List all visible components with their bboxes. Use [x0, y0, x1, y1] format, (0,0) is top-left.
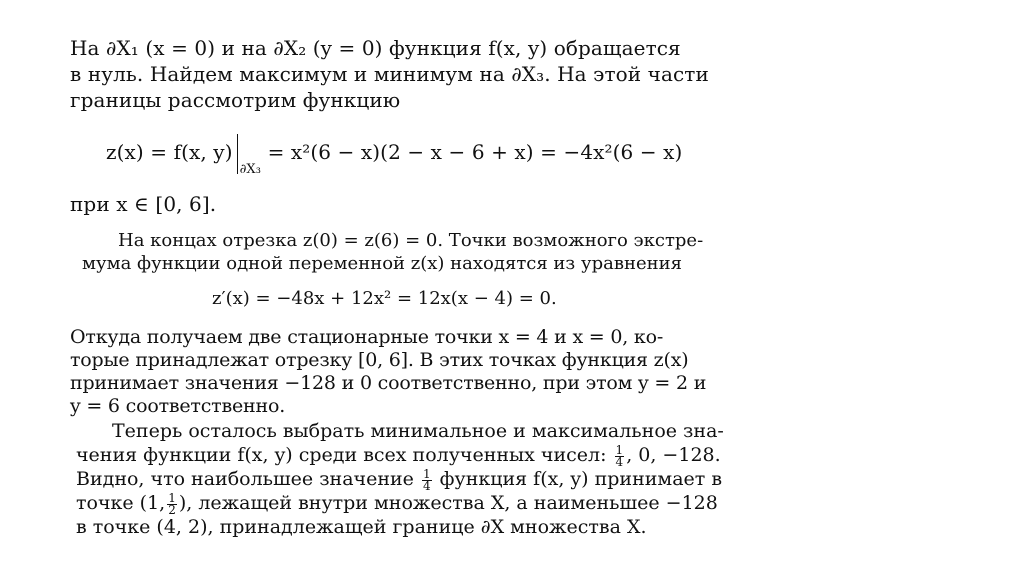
- paragraph4-line4-tail: ), лежащей внутри множества X, а наименьшее −128: [178, 492, 718, 514]
- paragraph4-line3-tail: функция f(x, y) принимает в: [439, 468, 723, 490]
- formula-derivative: z′(x) = −48x + 12x² = 12x(x − 4) = 0.: [212, 288, 557, 309]
- paragraph3-line4: y = 6 соответственно.: [70, 395, 286, 417]
- paragraph4-line4-text: точке (1,: [76, 492, 166, 514]
- paragraph4-line2-text: чения функции f(x, y) среди всех полученных чисел:: [76, 444, 607, 466]
- paragraph3-line2: торые принадлежат отрезку [0, 6]. В этих точках функция z(x): [70, 349, 689, 371]
- paragraph4-line2-tail: , 0, −128.: [626, 444, 721, 466]
- fraction-denominator: 4: [422, 478, 431, 493]
- paragraph4-line2: [76, 444, 721, 468]
- paragraph4-line3-text: Видно, что наибольшее значение: [76, 468, 414, 490]
- fraction-numerator: 1: [615, 442, 624, 457]
- formula1-rhs: = x²(6 − x)(2 − x − 6 + x) = −4x²(6 − x): [267, 140, 683, 164]
- paragraph1-line3: границы рассмотрим функцию: [70, 88, 401, 112]
- paragraph2-line2: мума функции одной переменной z(x) находятся из уравнения: [82, 253, 682, 274]
- paragraph1-line1: На ∂X₁ (x = 0) и на ∂X₂ (y = 0) функция f(x, y) обращается: [70, 36, 681, 60]
- evaluation-bar: [237, 134, 238, 174]
- paragraph4-line3: [76, 468, 722, 492]
- fraction-numerator: 1: [422, 466, 431, 481]
- paragraph3-line3: принимает значения −128 и 0 соответственно, при этом y = 2 и: [70, 372, 707, 394]
- paragraph4-line4: [76, 492, 718, 516]
- paragraph4-line5: в точке (4, 2), принадлежащей границе ∂X множества X.: [76, 516, 647, 538]
- paragraph1-line2: в нуль. Найдем максимум и минимум на ∂X₃. На этой части: [70, 62, 709, 86]
- fraction-denominator: 2: [168, 502, 176, 517]
- formula1-subscript: ∂X₃: [239, 162, 262, 177]
- paragraph3-line1: Откуда получаем две стационарные точки x = 4 и x = 0, ко-: [70, 326, 664, 348]
- fraction-numerator: 1: [168, 490, 176, 505]
- formula-z-of-x: [106, 128, 682, 176]
- fraction-denominator: 4: [615, 454, 624, 469]
- paragraph2-line1: На концах отрезка z(0) = z(6) = 0. Точки возможного экстре-: [118, 230, 704, 251]
- fraction-one-quarter: [615, 442, 625, 469]
- fraction-one-quarter-2: [422, 466, 432, 493]
- line-pri: при x ∈ [0, 6].: [70, 192, 217, 216]
- formula1-lhs: z(x) = f(x, y): [106, 140, 233, 164]
- paragraph4-line1: Теперь осталось выбрать минимальное и максимальное зна-: [112, 420, 724, 442]
- fraction-one-half: [167, 490, 177, 517]
